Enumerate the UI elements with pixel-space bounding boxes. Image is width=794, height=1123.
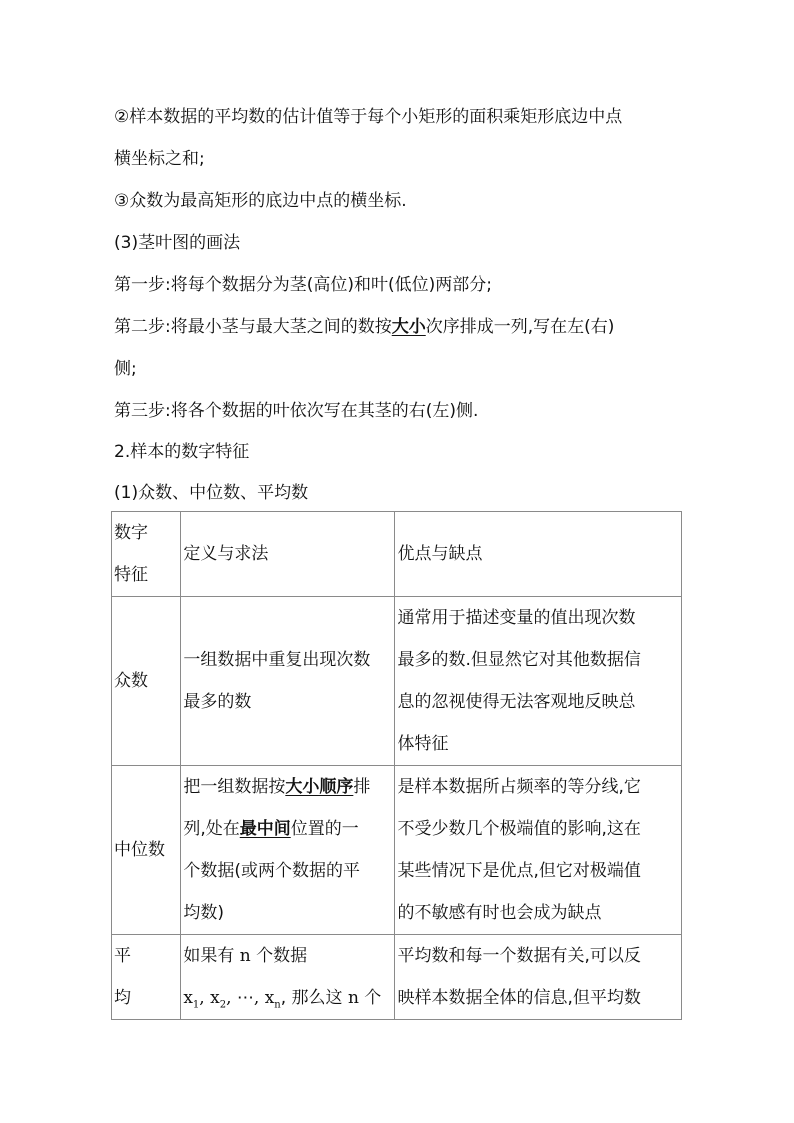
paragraph-mode-estimate: ③众数为最高矩形的底边中点的横坐标. (114, 191, 407, 211)
table-row-mode (112, 597, 682, 766)
emphasis-term: 大小 (391, 317, 426, 337)
heading-sample-features: 2.样本的数字特征 (114, 442, 250, 462)
emphasis-term: 最中间 (239, 819, 291, 839)
text-segment: 次序排成一列,写在左(右) (425, 317, 615, 337)
table-row-mean (112, 935, 682, 1020)
text-line: 侧; (114, 359, 137, 379)
text-line (114, 306, 684, 348)
cell-mode-pros-cons: 通常用于描述变量的值出现次数 最多的数.但显然它对其他数据信 息的忽视使得无法客观地反映总 体特征 (395, 597, 682, 766)
statistics-table (111, 511, 682, 1020)
cell-median-name: 中位数 (112, 766, 181, 935)
text-line: 横坐标之和; (114, 149, 205, 169)
table-header-row (112, 512, 682, 597)
text-line: ②样本数据的平均数的估计值等于每个小矩形的面积乘矩形底边中点 (114, 107, 623, 127)
cell-mean-definition (181, 935, 395, 1020)
header-cell-definition: 定义与求法 (181, 512, 395, 597)
paragraph-step-three: 第三步:将各个数据的叶依次写在其茎的右(左)侧. (114, 401, 479, 421)
heading-stem-leaf: (3)茎叶图的画法 (114, 233, 241, 253)
heading-mode-median-mean: (1)众数、中位数、平均数 (114, 483, 309, 503)
paragraph-step-one: 第一步:将每个数据分为茎(高位)和叶(低位)两部分; (114, 275, 492, 295)
text-line: 把一组数据按大小顺序排 (183, 777, 371, 797)
cell-median-definition: 把一组数据按大小顺序排 列,处在最中间位置的一 个数据(或两个数据的平 均数) (181, 766, 395, 935)
emphasis-term: 大小顺序 (285, 777, 354, 797)
cell-mode-name: 众数 (112, 597, 181, 766)
paragraph-mean-estimate (114, 96, 684, 180)
cell-mean-pros-cons: 平均数和每一个数据有关,可以反 映样本数据全体的信息,但平均数 (395, 935, 682, 1020)
text-line: 如果有 n 个数据 (183, 946, 308, 966)
cell-median-pros-cons: 是样本数据所占频率的等分线,它 不受少数几个极端值的影响,这在 某些情况下是优点,但它对极端值 的不敏感有时也会成为缺点 (395, 766, 682, 935)
table-row-median (112, 766, 682, 935)
cell-mode-definition: 一组数据中重复出现次数 最多的数 (181, 597, 395, 766)
text-line: $x_1$, $x_2$, ⋯, $x_n$, 那么这 n 个 (183, 988, 382, 1011)
paragraph-step-two (114, 306, 684, 390)
header-cell-feature: 数字 特征 (112, 512, 181, 597)
header-cell-pros-cons: 优点与缺点 (395, 512, 682, 597)
text-line: 列,处在最中间位置的一 (183, 819, 359, 839)
cell-mean-name: 平 均 (112, 935, 181, 1020)
text-segment: 第二步:将最小茎与最大茎之间的数按 (114, 317, 392, 337)
